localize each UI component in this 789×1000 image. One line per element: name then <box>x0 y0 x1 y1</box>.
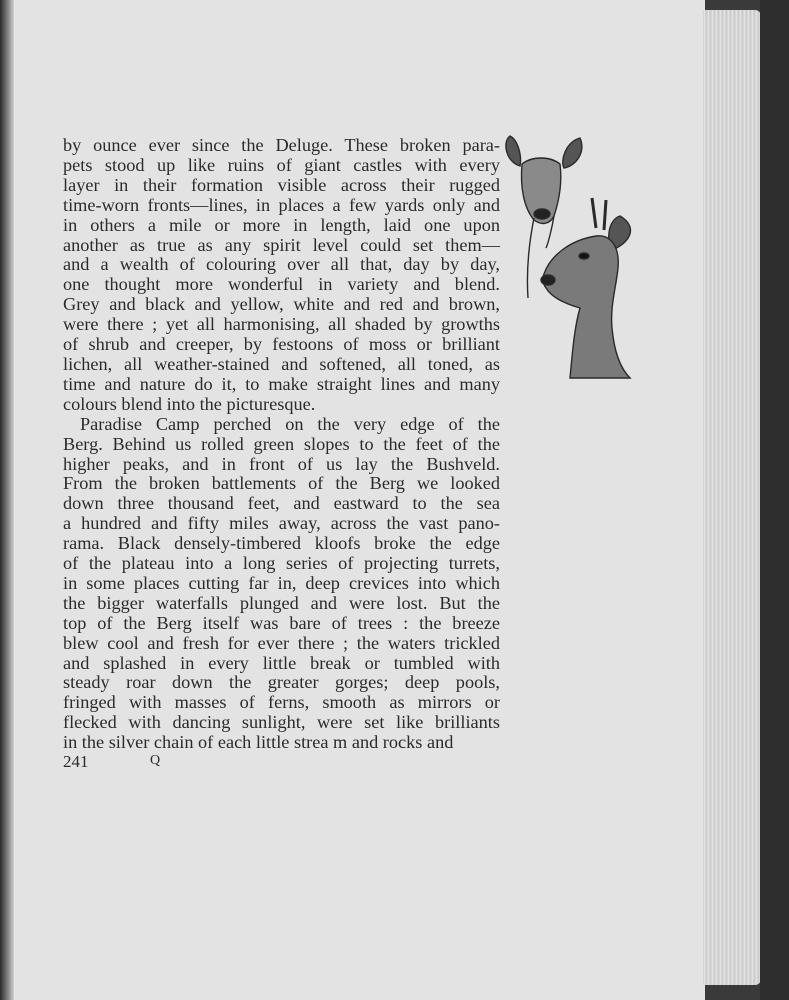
text-line: the bigger waterfalls plunged and were lost. But the <box>63 592 500 613</box>
text-line: another as true as any spirit level could set them— <box>63 234 500 255</box>
text-line: Paradise Camp perched on the very edge of the <box>80 413 500 434</box>
text-line: lichen, all weather-stained and softened, all toned, as <box>63 353 500 374</box>
text-line: layer in their formation visible across their rugged <box>63 174 500 195</box>
text-line: and a wealth of colouring over all that, day by day, <box>63 254 500 275</box>
text-line: Berg. Behind us rolled green slopes to the feet of the <box>63 433 500 454</box>
text-line: in others a mile or more in length, laid one upon <box>63 214 500 235</box>
text-line: flecked with dancing sunlight, were set like brilliants <box>63 712 500 733</box>
body-text <box>63 136 500 753</box>
text-line: in the silver chain of each little strea m and rocks and <box>63 732 454 753</box>
signature-mark: Q <box>150 753 161 768</box>
text-line: one thought more wonderful in variety and blend. <box>63 274 500 295</box>
text-line: steady roar down the greater gorges; deep pools, <box>63 672 500 693</box>
page-edges <box>703 10 761 985</box>
book-cover <box>760 0 789 1000</box>
text-line: Grey and black and yellow, white and red and brown, <box>63 294 500 315</box>
text-line: time and nature do it, to make straight lines and many <box>63 373 500 394</box>
text-line: higher peaks, and in front of us lay the Bushveld. <box>63 453 500 474</box>
text-line: rama. Black densely-timbered kloofs broke the edge <box>63 533 500 554</box>
text-line: fringed with masses of ferns, smooth as mirrors or <box>63 692 500 713</box>
text-line: down three thousand feet, and eastward to the sea <box>63 493 500 514</box>
text-line: colours blend into the picturesque. <box>63 393 316 414</box>
text-line: of the plateau into a long series of projecting turrets, <box>63 553 500 574</box>
text-line: time-worn fronts—lines, in places a few yards only and <box>63 194 500 215</box>
text-line: were there ; yet all harmonising, all shaded by growths <box>63 314 500 335</box>
lower-antelope-head <box>541 198 630 378</box>
text-line: by ounce ever since the Deluge. These broken para- <box>63 135 500 155</box>
text-line: top of the Berg itself was bare of trees : the breeze <box>63 612 500 633</box>
text-line: in some places cutting far in, deep crevices into which <box>63 572 500 593</box>
text-line: a hundred and fifty miles away, across the vast pano- <box>63 513 500 534</box>
text-line: of shrub and creeper, by festoons of moss or brilliant <box>63 334 500 355</box>
page-number: 241 <box>63 752 89 771</box>
text-line: pets stood up like ruins of giant castles with every <box>63 154 500 175</box>
text-line: From the broken battlements of the Berg we looked <box>63 473 500 494</box>
antelope-heads-illustration <box>500 128 650 383</box>
text-line: blew cool and fresh for ever there ; the waters trickled <box>63 632 500 653</box>
book-gutter <box>0 0 14 1000</box>
text-line: and splashed in every little break or tumbled with <box>63 652 500 673</box>
